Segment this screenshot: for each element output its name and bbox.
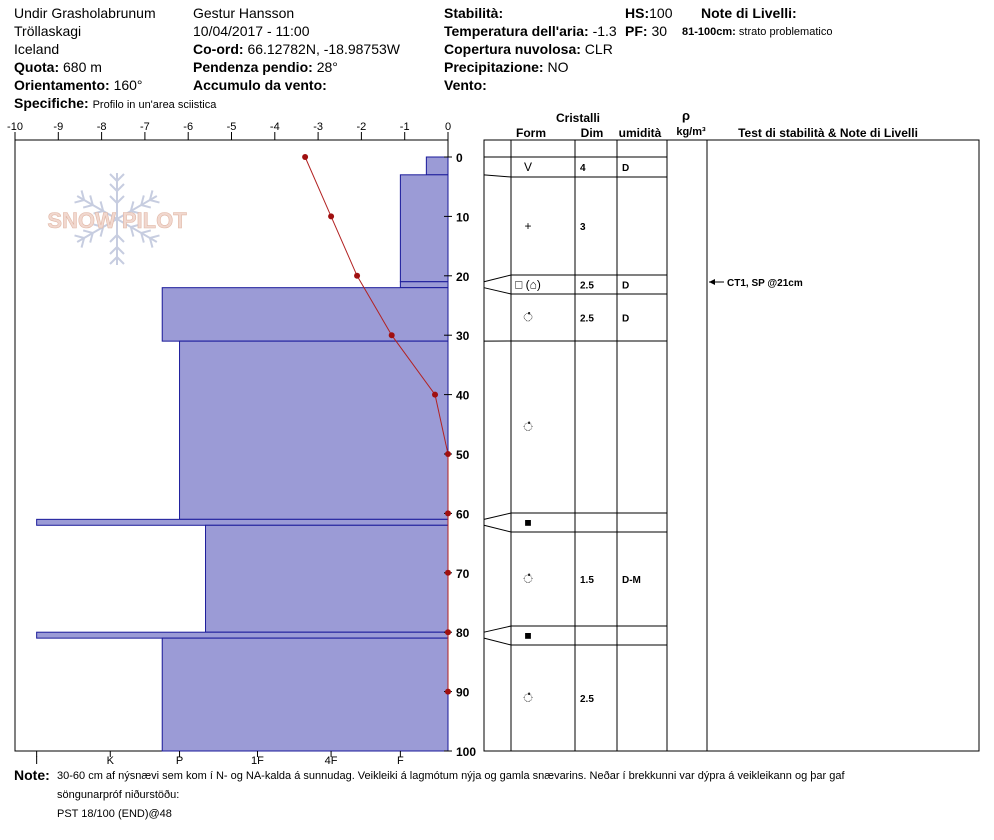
depth-tick-label: 0 <box>456 151 463 165</box>
region: Tröllaskagi <box>14 23 82 39</box>
depth-tick-label: 60 <box>456 507 470 522</box>
temperature-point <box>389 332 395 338</box>
temperature-point <box>445 510 451 516</box>
hardness-axis <box>35 751 404 767</box>
crystal-size: 4 <box>580 163 586 174</box>
aspect-value: 160° <box>113 77 143 93</box>
crystal-form: ഀ <box>523 420 533 434</box>
temp-tick-label: -8 <box>96 121 107 133</box>
snowflake-branch <box>110 247 117 254</box>
coord-value: 66.12782N, -18.98753W <box>247 41 400 57</box>
temp-tick-label: -2 <box>356 121 367 133</box>
form-header: Form <box>516 126 546 140</box>
hardness-tick-label: I <box>35 755 39 767</box>
moisture-header: umidità <box>618 126 662 140</box>
crystal-form: □ (⌂) <box>515 277 541 292</box>
temp-tick-label: -9 <box>53 121 64 133</box>
snowflake-branch <box>110 196 117 203</box>
temp-tick-label: -1 <box>399 121 410 133</box>
temperature-point <box>432 392 438 398</box>
hardness-tick-label: K <box>106 755 114 767</box>
slope-label: Pendenza pendio: <box>193 59 313 75</box>
layer-moisture: D <box>622 313 630 325</box>
snowflake-branch <box>110 184 117 191</box>
snowflake-branch <box>117 235 124 242</box>
hardness-tick-label: F <box>397 755 404 767</box>
temperature-point <box>445 689 451 695</box>
hs-label: HS: <box>625 5 650 21</box>
depth-tick-label: 90 <box>456 685 470 700</box>
hardness-bar <box>400 282 448 288</box>
crystals-header: Cristalli <box>555 111 601 125</box>
snowflake-branch <box>78 190 88 200</box>
note-label: Note: <box>14 767 50 783</box>
test-notes <box>709 278 803 289</box>
snowflake-branch <box>78 238 88 248</box>
hardness-bars <box>37 157 448 751</box>
hardness-tick-label: 4F <box>324 755 338 767</box>
hardness-bar <box>37 632 448 638</box>
hs-value: 100 <box>649 5 673 21</box>
hardness-bar <box>400 175 448 282</box>
hardness-bar <box>37 519 448 525</box>
country: Iceland <box>14 41 60 57</box>
air-temp-label: Temperatura dell'aria: <box>444 23 589 39</box>
precip-label: Precipitazione: <box>444 59 544 75</box>
pf-value: 30 <box>651 23 668 39</box>
temp-tick-label: -10 <box>7 121 23 133</box>
size-header: Dim <box>580 126 604 140</box>
depth-tick-label: 100 <box>456 745 477 759</box>
snowflake-branch <box>146 238 156 248</box>
pf-label: PF: <box>625 23 648 39</box>
precip-value: NO <box>547 59 569 75</box>
temperature-axis <box>7 121 451 140</box>
air-temp-value: -1.3 <box>592 23 617 39</box>
snowflake-branch <box>117 184 124 191</box>
snowflake-branch <box>138 195 148 205</box>
location-name: Undir Grasholabrunum <box>14 5 156 21</box>
snowflake-branch <box>117 196 124 203</box>
layer-table-frame <box>484 140 979 751</box>
layer-moisture: D <box>622 163 630 174</box>
depth-tick-label: 50 <box>456 448 470 462</box>
coord-label: Co-ord: <box>193 41 244 57</box>
crystal-size: 2.5 <box>580 313 594 325</box>
hardness-tick-label: P <box>175 755 184 767</box>
crystal-form: V <box>523 160 533 174</box>
crystal-size: 3 <box>580 222 586 233</box>
temp-tick-label: 0 <box>444 121 452 133</box>
density-header: ρ <box>681 108 691 123</box>
snowflake-branch <box>138 233 148 243</box>
crystal-form: + <box>524 219 532 233</box>
hardness-bar <box>180 341 448 519</box>
layer-moisture: D <box>622 280 630 292</box>
hardness-bar <box>162 288 448 341</box>
layer-notes-range: 81-100cm: <box>682 26 736 38</box>
snowflake-branch <box>87 233 97 243</box>
snowflake-branch <box>110 257 117 264</box>
wind-loading-label: Accumulo da vento: <box>193 77 327 93</box>
snowpilot-watermark <box>47 173 187 265</box>
specifics-label: Specifiche: <box>14 95 89 111</box>
elevation-value: 680 m <box>63 59 102 75</box>
slope-value: 28° <box>316 59 338 75</box>
crystal-size: 2.5 <box>580 280 594 292</box>
hardness-bar <box>206 525 448 632</box>
crystal-form: ഀ <box>523 310 533 325</box>
depth-tick-label: 80 <box>456 626 470 641</box>
snowflake-branch <box>146 190 156 200</box>
depth-tick-label: 70 <box>456 566 470 581</box>
layer-notes-label: Note di Livelli: <box>701 5 797 21</box>
temp-tick-label: -6 <box>183 121 194 133</box>
temperature-point <box>328 213 334 219</box>
tests-header: Test di stabilità & Note di Livelli <box>738 126 918 140</box>
test-note-text: CT1, SP @21cm <box>727 278 803 289</box>
watermark-text: SNOW PILOT <box>47 208 187 233</box>
stability-label: Stabilità: <box>444 5 504 21</box>
datetime: 10/04/2017 - 11:00 <box>193 23 310 39</box>
aspect-label: Orientamento: <box>14 77 110 93</box>
observer: Gestur Hansson <box>193 5 295 21</box>
specifics-value: Profilo in un'area sciistica <box>92 99 217 111</box>
hardness-bar <box>426 157 448 175</box>
snowflake-branch <box>110 174 117 181</box>
temperature-point <box>445 570 451 576</box>
snowflake-branch <box>87 195 97 205</box>
depth-tick-label: 40 <box>456 388 470 403</box>
density-unit: kg/m³ <box>676 126 706 138</box>
temp-tick-label: -4 <box>269 121 280 133</box>
crystal-form: ഀ <box>523 572 533 586</box>
snowflake-branch <box>117 257 124 264</box>
wind-label: Vento: <box>444 77 487 93</box>
crystal-form: ഀ <box>523 691 533 705</box>
temperature-point <box>445 451 451 457</box>
note-line-2: söngunarpróf niðurstöðu: <box>57 789 180 801</box>
crystal-size: 1.5 <box>580 575 594 586</box>
layer-notes-text: strato problematico <box>738 26 833 38</box>
depth-tick-label: 30 <box>456 329 470 344</box>
layer-moisture: D-M <box>622 575 641 586</box>
snowflake-branch <box>117 247 124 254</box>
snowflake-branch <box>117 174 124 181</box>
temperature-point <box>445 629 451 635</box>
sky-label: Copertura nuvolosa: <box>444 41 581 57</box>
hardness-tick-label: 1F <box>251 755 264 767</box>
temperature-point <box>354 273 360 279</box>
temp-tick-label: -7 <box>140 121 150 133</box>
snowflake-branch <box>110 235 117 242</box>
note-line-3: PST 18/100 (END)@48 <box>57 808 172 820</box>
temp-tick-label: -5 <box>226 121 237 133</box>
depth-tick-label: 20 <box>456 269 470 284</box>
note-line-1: 30-60 cm af nýsnævi sem kom í N- og NA-kalda á sunnudag. Veikleiki á lagmótum nýja og gamla snævarins. Neðar í brekkunni var dýpra á veikleikann og þar gaf <box>57 770 845 782</box>
temperature-point <box>302 154 308 160</box>
crystal-form: ■ <box>524 515 532 530</box>
crystal-form: ■ <box>524 628 532 643</box>
sky-value: CLR <box>584 41 613 57</box>
temp-tick-label: -3 <box>313 121 323 133</box>
crystal-size: 2.5 <box>580 694 594 705</box>
test-note-arrowhead <box>709 279 715 285</box>
depth-tick-label: 10 <box>456 210 470 225</box>
hardness-bar <box>162 638 448 751</box>
elevation-label: Quota: <box>14 59 60 75</box>
